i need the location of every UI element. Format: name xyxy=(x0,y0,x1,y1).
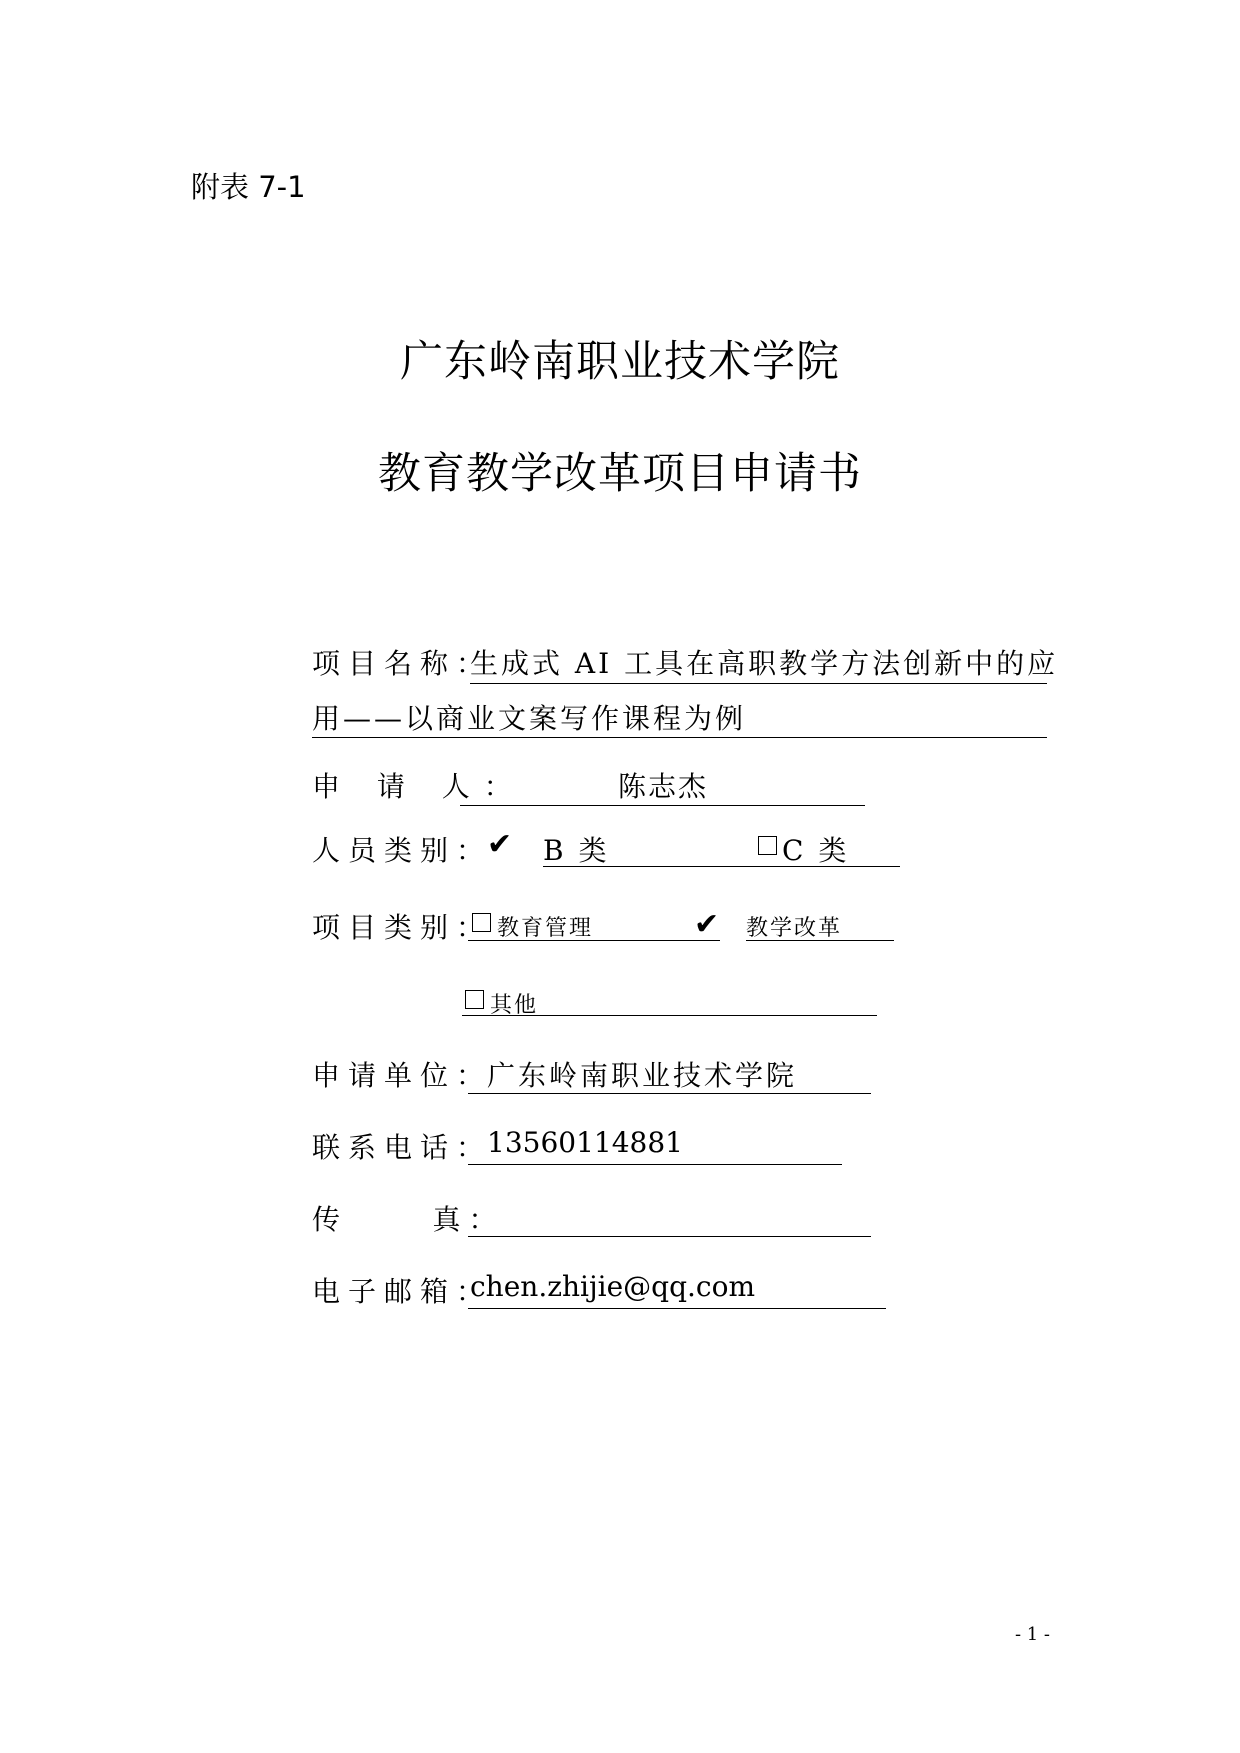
email-label: 电子邮箱： xyxy=(312,1275,493,1308)
check-mark-icon[interactable]: ✔ xyxy=(487,827,513,862)
empty-checkbox-icon[interactable] xyxy=(758,836,777,858)
email-value: chen.zhijie@qq.com xyxy=(470,1270,756,1303)
appendix-label: 附表 7-1 xyxy=(191,170,306,204)
email-underline xyxy=(468,1308,886,1309)
applicant-value: 陈志杰 xyxy=(618,770,709,803)
check-mark-icon[interactable]: ✔ xyxy=(694,907,720,942)
phone-label: 联系电话： xyxy=(312,1131,493,1164)
project-name-underline-2 xyxy=(312,737,1047,738)
project-name-value-line2: 用——以商业文案写作课程为例 xyxy=(312,702,747,735)
phone-underline xyxy=(468,1164,842,1165)
project-name-label: 项目名称： xyxy=(312,647,493,680)
school-title: 广东岭南职业技术学院 xyxy=(400,337,840,387)
unit-value: 广东岭南职业技术学院 xyxy=(487,1059,798,1092)
personnel-option-c: C 类 xyxy=(782,834,850,867)
personnel-category-label: 人员类别： xyxy=(312,834,493,867)
phone-value: 13560114881 xyxy=(487,1126,683,1159)
unit-underline xyxy=(468,1093,871,1094)
fax-underline xyxy=(468,1236,871,1237)
project-option-reform: 教学改革 xyxy=(746,916,843,941)
applicant-label: 申 请 人： xyxy=(312,770,526,803)
page-number: - 1 - xyxy=(1014,1624,1050,1645)
project-option-management: 教育管理 xyxy=(497,916,594,941)
personnel-option-b: B 类 xyxy=(543,834,610,867)
fax-label: 传 真： xyxy=(312,1203,505,1236)
project-name-underline-1 xyxy=(470,683,1047,684)
applicant-underline xyxy=(460,805,865,806)
unit-label: 申请单位： xyxy=(312,1059,493,1092)
project-category-label: 项目类别： xyxy=(312,911,493,944)
document-title: 教育教学改革项目申请书 xyxy=(378,449,862,499)
project-category-underline-2 xyxy=(746,940,894,941)
empty-checkbox-icon[interactable] xyxy=(472,913,491,935)
project-option-other: 其他 xyxy=(490,993,539,1018)
project-category-underline-1 xyxy=(468,940,720,941)
empty-checkbox-icon[interactable] xyxy=(465,990,484,1012)
project-category-underline-3 xyxy=(462,1015,877,1016)
project-name-value-line1: 生成式 AI 工具在高职教学方法创新中的应 xyxy=(470,647,1059,680)
